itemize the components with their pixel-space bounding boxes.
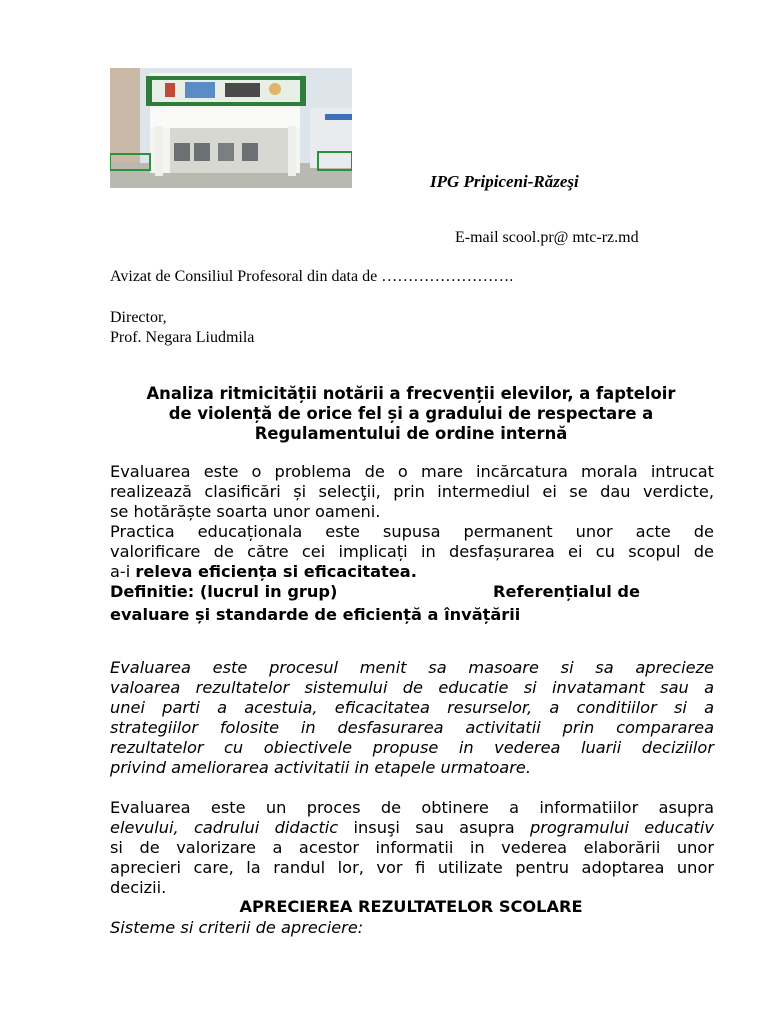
- text-normal: insuşi sau asupra: [338, 818, 530, 837]
- paragraph-line: se hotărăște soarta unor oameni.: [110, 502, 381, 521]
- paragraph-line: Evaluarea este o problema de o mare incărcatura morala intrucat: [110, 462, 714, 481]
- paragraph-line: realizează clasificări și selecţii, prin intermediul ei se dau verdicte,: [110, 482, 714, 501]
- approval-line: Avizat de Consiliul Profesoral din data de …………………….: [110, 268, 514, 285]
- paragraph-line: si de valorizare a acestor informatii in vederea elaborării unor: [110, 838, 714, 857]
- paragraph-evaluation-intro: [110, 462, 714, 522]
- paragraph-line: valoarea rezultatelor sistemului de educatie si invatamant sau a: [110, 678, 714, 697]
- paragraph-line: [110, 562, 714, 582]
- director-signature: [110, 308, 254, 348]
- paragraph-line: privind ameliorarea activitatii in etapele urmatoare.: [110, 758, 531, 777]
- director-title: Director,: [110, 309, 167, 326]
- document-title: [110, 384, 712, 444]
- paragraph-evaluation-definition: [110, 658, 714, 778]
- text-normal: a-i: [110, 562, 136, 581]
- text-italic: programului educativ: [529, 818, 714, 837]
- title-line: Analiza ritmicității notării a frecvenții elevilor, a fapteloir: [146, 384, 676, 403]
- text-bold: releva eficiența si eficacitatea.: [135, 562, 417, 581]
- paragraph-line: unei parti a acestuia, eficacitatea resurselor, a conditiilor si a: [110, 698, 714, 717]
- section-heading: APRECIEREA REZULTATELOR SCOLARE: [239, 897, 583, 916]
- paragraph-line: valorificare de către cei implicați in desfașurarea ei cu scopul de: [110, 542, 714, 561]
- paragraph-line: aprecieri care, la randul lor, vor fi utilizate pentru adoptarea unor: [110, 858, 714, 877]
- paragraph-line: decizii.: [110, 878, 167, 897]
- director-name: Prof. Negara Liudmila: [110, 329, 255, 346]
- section-subheading: Sisteme si criterii de apreciere:: [110, 918, 364, 937]
- paragraph-educational-practice: [110, 522, 714, 582]
- paragraph-line: [110, 818, 714, 838]
- definition-label: Definitie: (lucrul in grup): [110, 582, 338, 601]
- title-line: Regulamentului de ordine internă: [254, 424, 568, 443]
- school-name: IPG Pripiceni-Răzeşi: [430, 172, 579, 191]
- paragraph-evaluation-process: [110, 798, 714, 898]
- email-address: E-mail scool.pr@ mtc-rz.md: [455, 229, 639, 246]
- paragraph-line: Practica educaționala este supusa permanent unor acte de: [110, 522, 714, 541]
- paragraph-line: Evaluarea este procesul menit sa masoare si sa aprecieze: [110, 658, 714, 677]
- title-line: de violență de orice fel și a gradului de respectare a: [168, 404, 654, 423]
- referential-label: Referențialul de: [493, 582, 640, 601]
- definition-continuation: evaluare și standarde de eficiență a învățării: [110, 605, 521, 624]
- paragraph-line: strategiilor folosite in desfasurarea activitatii prin compararea: [110, 718, 714, 737]
- text-italic: elevului, cadrului didactic: [110, 818, 339, 837]
- definition-row: [110, 582, 714, 602]
- paragraph-line: rezultatelor cu obiectivele propuse in vederea luarii deciziilor: [110, 738, 714, 757]
- paragraph-line: Evaluarea este un proces de obtinere a informatiilor asupra: [110, 798, 714, 817]
- school-photo: [110, 68, 352, 188]
- school-building-image: [110, 68, 352, 188]
